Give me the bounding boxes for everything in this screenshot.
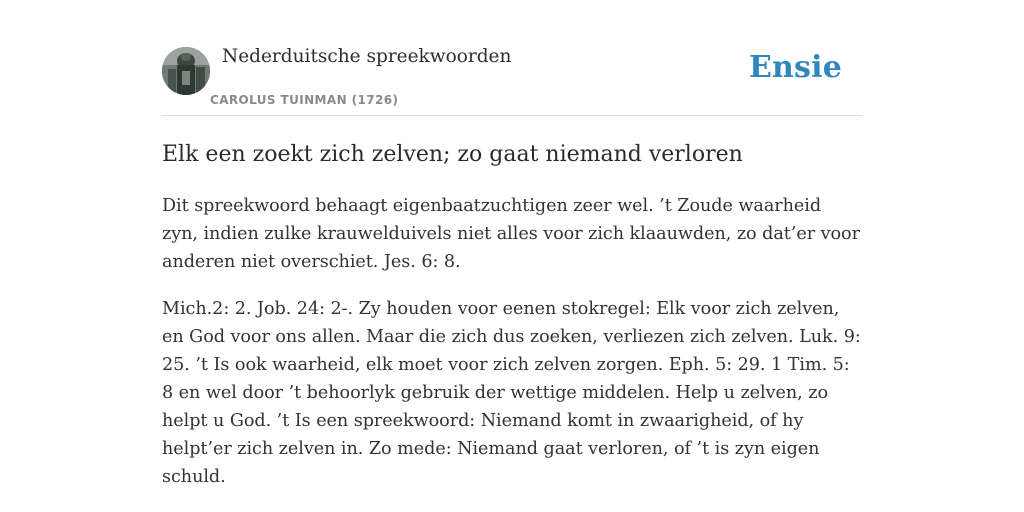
entry-card bbox=[162, 44, 862, 491]
author-name[interactable]: CAROLUS TUINMAN (1726) bbox=[210, 93, 399, 107]
author-portrait-image bbox=[162, 47, 210, 95]
ensie-logo[interactable]: Ensie bbox=[748, 50, 842, 85]
book-title[interactable]: Nederduitsche spreekwoorden bbox=[222, 46, 512, 67]
author-avatar[interactable] bbox=[162, 47, 210, 95]
entry-header bbox=[162, 44, 862, 116]
entry-title: Elk een zoekt zich zelven; zo gaat niemand verloren bbox=[162, 142, 743, 167]
entry-paragraph: Mich.2: 2. Job. 24: 2-. Zy houden voor eenen stokregel: Elk voor zich zelven, en God voor ons allen. Maar die zich dus zoeken, verliezen zich zelven. Luk. 9: 25. ’t Is ook waarheid, elk moet voor zich zelven zorgen. Eph. 5: 29. 1 Tim. 5: 8 en wel door ’t behoorlyk gebruik der wettige middelen. Help u zelven, zo helpt u God. ’t Is een spreekwoord: Niemand komt in zwaarigheid, of hy helpt’er zich zelven in. Zo mede: Niemand gaat verloren, of ’t is zyn eigen schuld. bbox=[162, 299, 861, 487]
entry-paragraph: Dit spreekwoord behaagt eigenbaatzuchtigen zeer wel. ’t Zoude waarheid zyn, indien zulke krauwelduivels niet alles voor zich klaauwden, zo dat’er voor anderen niet overschiet. Jes. 6: 8. bbox=[162, 196, 860, 272]
